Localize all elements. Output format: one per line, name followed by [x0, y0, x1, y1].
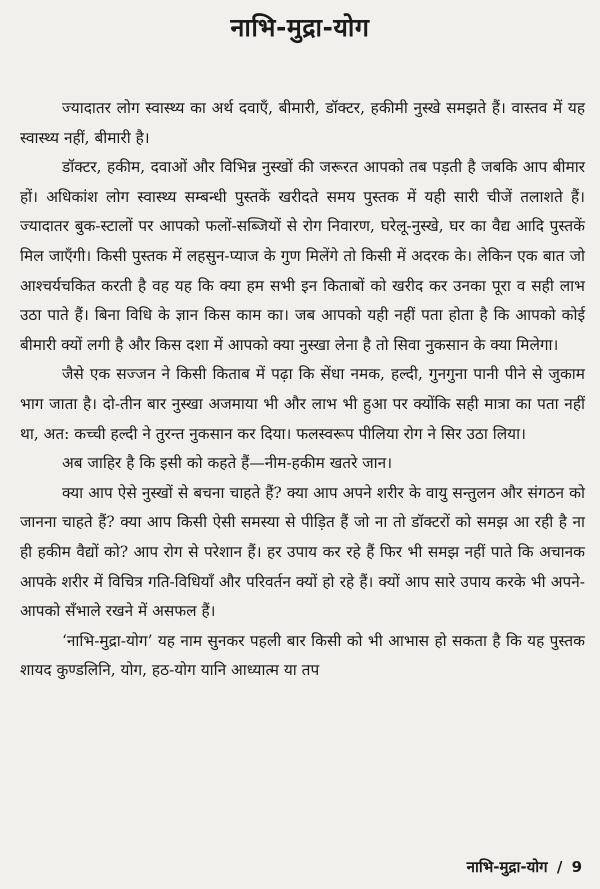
paragraph-2: डॉक्टर, हकीम, दवाओं और विभिन्न नुस्खों की जरूरत आपको तब पड़ती है जबकि आप बीमार हों। अधिकांश लोग स्वास्थ्य सम्बन्धी पुस्तकें खरीदते समय पुस्तक में यही सारी चीजें तलाशते हैं। ज्यादातर बुक-स्टालों पर आपको फलों-सब्जियों से रोग निवारण, घरेलू-नुस्खे, घर का वैद्य आदि पुस्तकें मिल जाएँगी। किसी पुस्तक में लहसुन-प्याज के गुण मिलेंगे तो किसी में अदरक के। लेकिन एक बात जो आश्चर्यचकित करती है वह यह कि क्या हम सभी इन किताबों को खरीद कर उनका पूरा व सही लाभ उठा पाते हैं। बिना विधि के ज्ञान किस काम का। जब आपको यही नहीं पता होता है कि आपको कोई बीमारी क्यों लगी है और किस दशा में आपको क्या नुस्खा लेना है तो सिवा नुकसान के क्या मिलेगा।	[20, 158, 585, 354]
paragraph-6: ‘नाभि-मुद्रा-योग’ यह नाम सुनकर पहली बार किसी को भी आभास हो सकता है कि यह पुस्तक शायद कुण्डलिनि, योग, हठ-योग यानि आध्यात्म या तप	[20, 631, 585, 680]
paragraph-4: अब जाहिर है कि इसी को कहते हैं—नीम-हकीम खतरे जान।	[62, 454, 393, 473]
page-title: नाभि-मुद्रा-योग	[230, 13, 370, 42]
page-number: 9	[571, 858, 582, 876]
paragraph-1: ज्यादातर लोग स्वास्थ्य का अर्थ दवाएँ, बीमारी, डॉक्टर, हकीमी नुस्खे समझते हैं। वास्तव में यह स्वास्थ्य नहीं, बीमारी है।	[20, 99, 585, 147]
page-body	[20, 94, 585, 686]
footer-running-title: नाभि-मुद्रा-योग	[466, 858, 548, 876]
page-footer	[467, 857, 582, 877]
footer-separator: /	[556, 858, 563, 876]
paragraph-5: क्या आप ऐसे नुस्खों से बचना चाहते हैं? क्या आप अपने शरीर के वायु सन्तुलन और संगठन को जानना चाहते हैं? क्या आप किसी ऐसी समस्या से पीड़ित हैं जो ना तो डॉक्टरों को समझ आ रही है ना ही हकीम वैद्यों को? आप रोग से परेशान हैं। हर उपाय कर रहे हैं फिर भी समझ नहीं पाते कि अचानक आपके शरीर में विचित्र गति-विधियाँ और परिवर्तन क्यों हो रहे हैं। क्यों आप सारे उपाय करके भी अपने-आपको सँभाले रखने में असफल हैं।	[20, 483, 585, 621]
paragraph-3: जैसे एक सज्जन ने किसी किताब में पढ़ा कि सेंधा नमक, हल्दी, गुनगुना पानी पीने से जुकाम भाग जाता है। दो-तीन बार नुस्खा अजमाया भी और लाभ भी हुआ पर क्योंकि सही मात्रा का पता नहीं था, अत: कच्ची हल्दी ने तुरन्त नुकसान कर दिया। फलस्वरूप पीलिया रोग ने सिर उठा लिया।	[20, 365, 585, 443]
